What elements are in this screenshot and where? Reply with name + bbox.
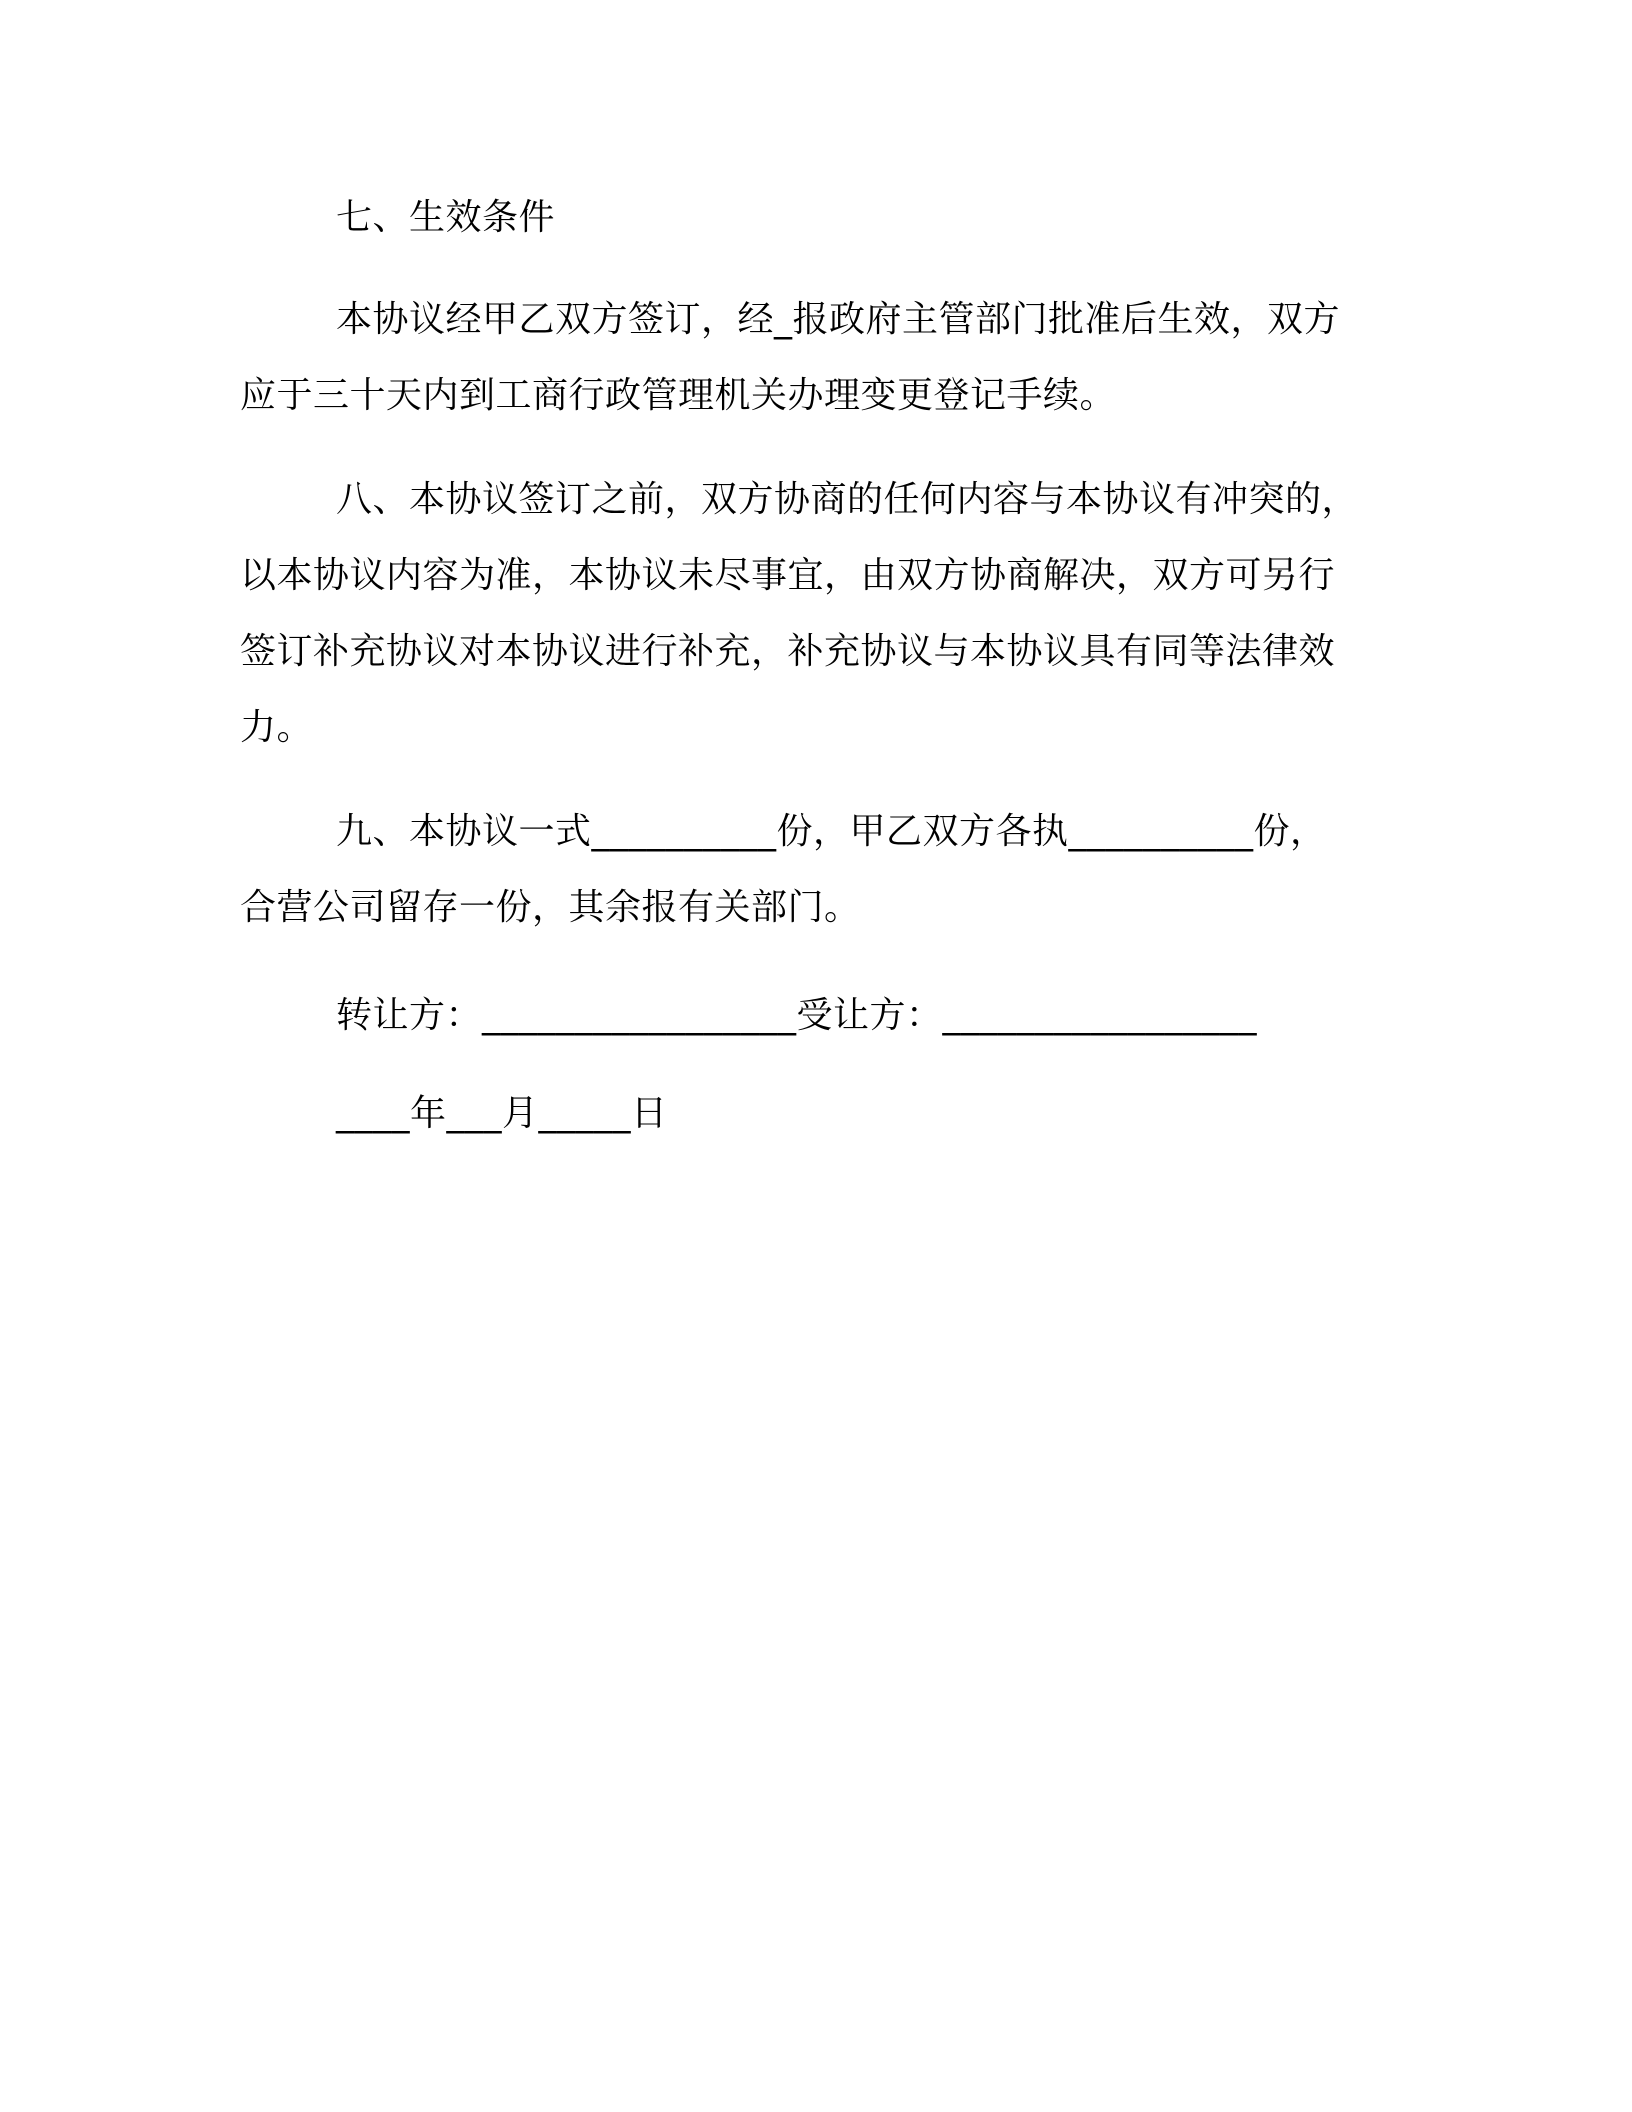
- section-9-text-line-1: 九、本协议一式__________份，甲乙双方各执__________份，: [336, 811, 1327, 852]
- section-9-text-line-2: 合营公司留存一份，其余报有关部门。: [240, 887, 861, 928]
- section-7-text-line-2: 应于三十天内到工商行政管理机关办理变更登记手续。: [240, 375, 1117, 416]
- section-8-text-line-3: 签订补充协议对本协议进行补充，补充协议与本协议具有同等法律效: [240, 631, 1336, 672]
- signature-line: 转让方：_________________受让方：_________________: [336, 995, 1258, 1036]
- section-8-text-line-1: 八、本协议签订之前，双方协商的任何内容与本协议有冲突的，: [336, 479, 1359, 520]
- section-7-text-line-1: 本协议经甲乙双方签订，经_报政府主管部门批准后生效，双方: [336, 299, 1341, 340]
- date-line: ____年___月_____日: [336, 1093, 668, 1134]
- section-8-text-line-2: 以本协议内容为准，本协议未尽事宜，由双方协商解决，双方可另行: [240, 555, 1336, 596]
- section-8-text-line-4: 力。: [240, 707, 314, 748]
- section-7-heading: 七、生效条件: [336, 197, 556, 238]
